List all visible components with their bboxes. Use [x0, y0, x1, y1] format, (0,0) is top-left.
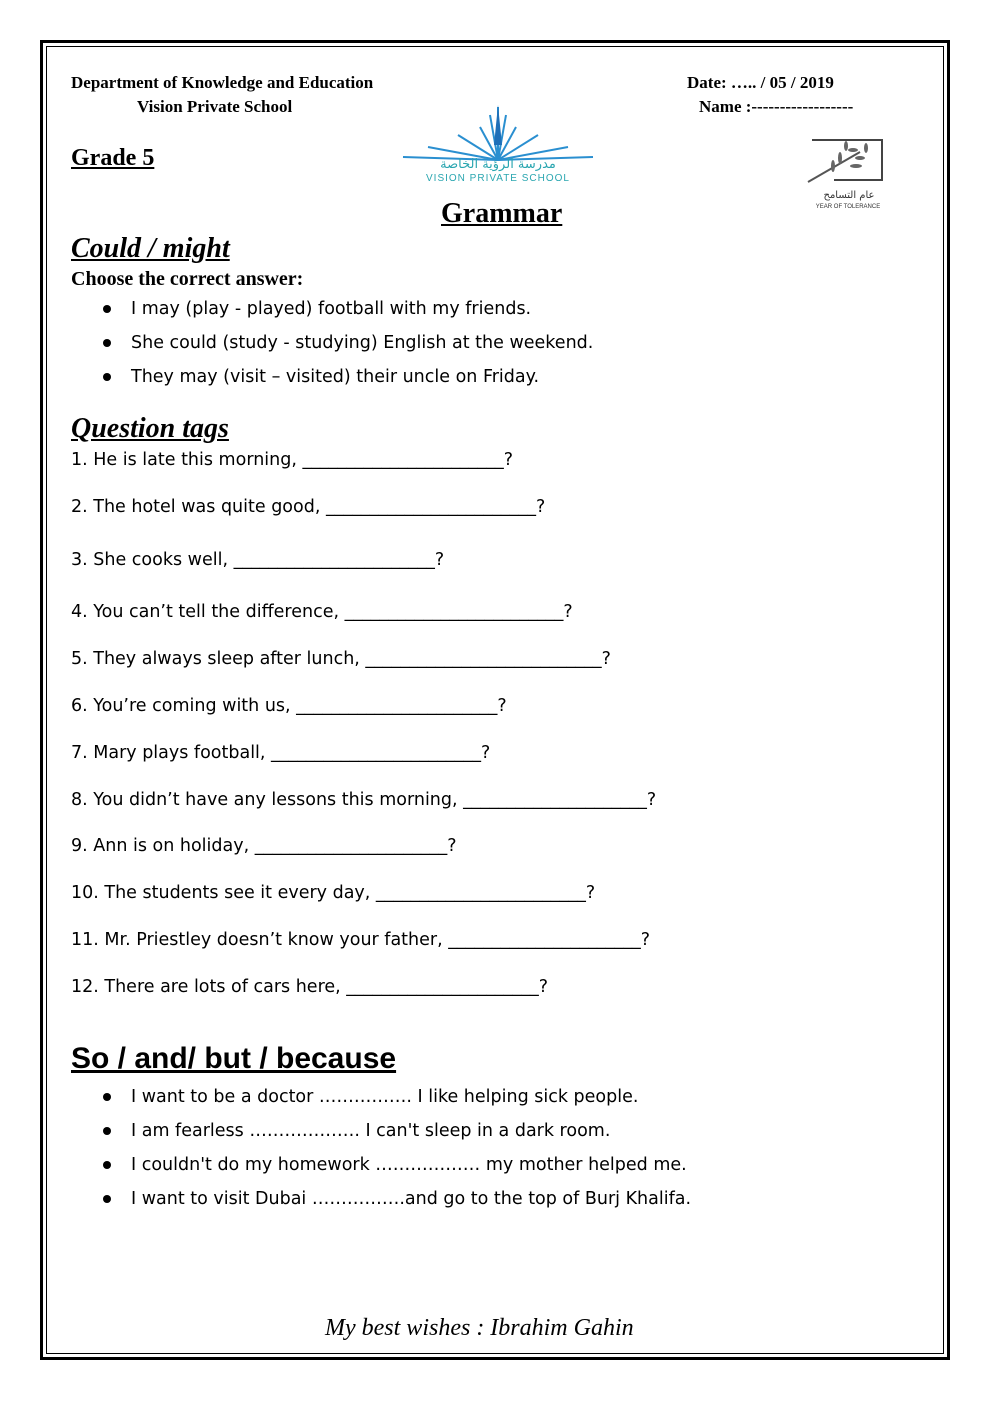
conjunctions-list — [71, 1080, 691, 1216]
name-field: Name :------------------ — [699, 97, 854, 116]
sunburst-logo-icon — [398, 105, 598, 165]
school-name: Vision Private School — [137, 97, 293, 116]
could-might-list — [71, 292, 593, 394]
question-item: 2. The hotel was quite good, ________________________? — [71, 497, 546, 517]
logo-english-text: VISION PRIVATE SCHOOL — [426, 173, 570, 184]
list-item: I am fearless ………………. I can't sleep in a dark room. — [71, 1114, 691, 1148]
department-name: Department of Knowledge and Education — [71, 73, 374, 92]
question-item: 9. Ann is on holiday, ______________________? — [71, 836, 457, 856]
list-item: I may (play - played) football with my friends. — [71, 292, 593, 326]
question-item: 1. He is late this morning, _______________________? — [71, 450, 514, 470]
question-item: 4. You can’t tell the difference, _________________________? — [71, 602, 573, 622]
question-item: 3. She cooks well, _______________________? — [71, 550, 445, 570]
tolerance-english-text: YEAR OF TOLERANCE — [815, 204, 881, 210]
list-item: I want to visit Dubai …………….and go to the top of Burj Khalifa. — [71, 1182, 691, 1216]
list-item: They may (visit – visited) their uncle on Friday. — [71, 360, 593, 394]
list-item: I want to be a doctor ……………. I like helping sick people. — [71, 1080, 691, 1114]
section-heading-question-tags: Question tags — [71, 413, 229, 444]
question-item: 12. There are lots of cars here, ______________________? — [71, 977, 549, 997]
question-item: 8. You didn’t have any lessons this morning, _____________________? — [71, 790, 657, 810]
footer-wishes: My best wishes : Ibrahim Gahin — [325, 1315, 634, 1341]
list-item: I couldn't do my homework ……………… my mother helped me. — [71, 1148, 691, 1182]
list-item: She could (study - studying) English at the weekend. — [71, 326, 593, 360]
question-item: 10. The students see it every day, ________________________? — [71, 883, 596, 903]
tolerance-arabic-text: عام التسامح — [823, 190, 875, 201]
school-logo — [398, 105, 598, 185]
logo-arabic-text: مدرسة الرؤية الخاصة — [440, 157, 556, 172]
instruction-text: Choose the correct answer: — [71, 268, 304, 290]
grade-label: Grade 5 — [71, 145, 155, 171]
date-field: Date: ….. / 05 / 2019 — [687, 73, 834, 92]
section-heading-could-might: Could / might — [71, 233, 230, 264]
question-item: 7. Mary plays football, ________________________? — [71, 743, 491, 763]
question-item: 5. They always sleep after lunch, ___________________________? — [71, 649, 611, 669]
question-item: 11. Mr. Priestley doesn’t know your father, ______________________? — [71, 930, 651, 950]
page-title: Grammar — [441, 198, 563, 229]
year-of-tolerance-emblem — [798, 138, 888, 218]
ghaf-tree-icon — [798, 138, 888, 188]
section-heading-conjunctions: So / and/ but / because — [71, 1042, 397, 1075]
question-item: 6. You’re coming with us, _______________________? — [71, 696, 507, 716]
